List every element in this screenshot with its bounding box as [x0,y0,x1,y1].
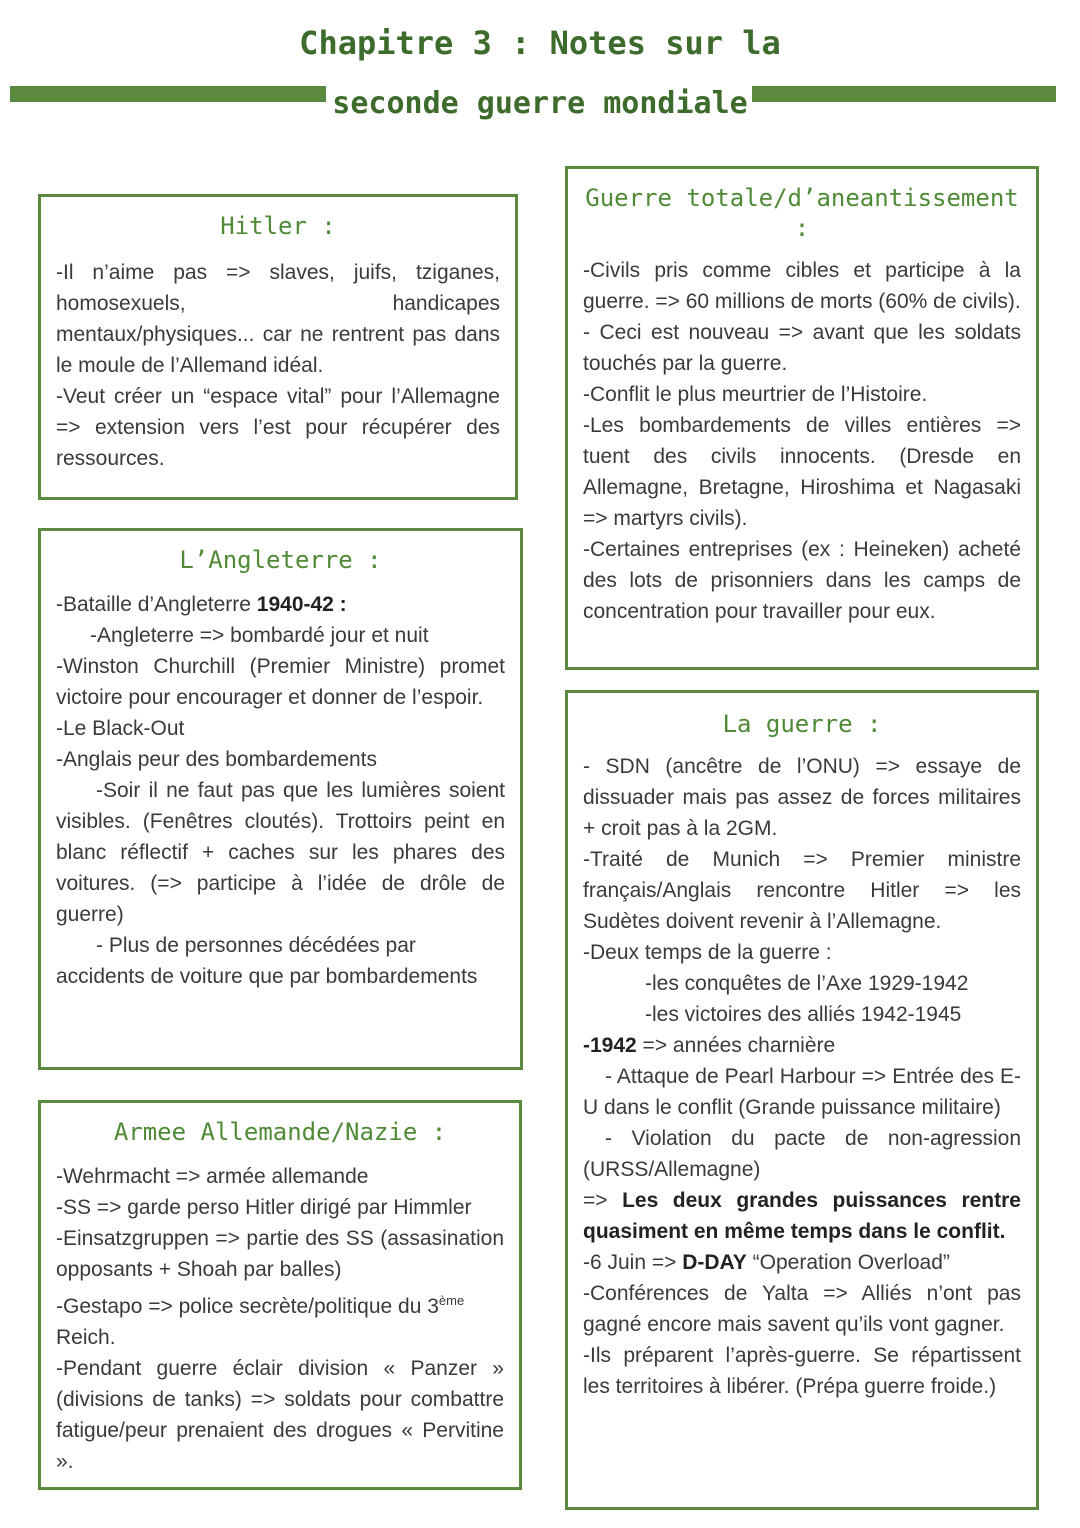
la-guerre-note-1: - SDN (ancêtre de l’ONU) => essaye de dissuader mais pas assez de forces militaires + croit pas à la 2GM. [583,755,1021,840]
la-guerre-note-6-text: => années charnière [636,1034,836,1057]
guerre-totale-note-1: -Civils pris comme cibles et participe à la guerre. => 60 millions de morts (60% de civils). [583,259,1021,313]
armee-note-2: -SS => garde perso Hitler dirigé par Himmler [56,1196,472,1219]
la-guerre-note-10-bold: D-DAY [682,1251,747,1274]
armee-section [38,1100,522,1490]
guerre-totale-note-2: - Ceci est nouveau => avant que les soldats touchés par la guerre. [583,321,1021,375]
title-bar-right [752,86,1056,102]
angleterre-note-5: -Anglais peur des bombardements [56,748,378,771]
la-guerre-section [565,690,1039,1510]
hitler-section [38,194,518,500]
la-guerre-note-8: - Violation du pacte de non-agression (URSS/Allemagne) [583,1127,1021,1181]
la-guerre-note-9-prefix: => [583,1189,623,1212]
guerre-totale-note-3: -Conflit le plus meurtrier de l’Histoire. [583,383,928,406]
la-guerre-note-12: -Ils préparent l’après-guerre. Se répartissent les territoires à libérer. (Prépa guerre froide.) [583,1344,1021,1398]
armee-note-3: -Einsatzgruppen => partie des SS (assasination opposants + Shoah par balles) [56,1227,504,1281]
angleterre-note-1-text: -Bataille d’Angleterre [56,593,257,616]
guerre-totale-note-5: -Certaines entreprises (ex : Heineken) acheté des lots de prisonniers dans les camps de concentration pour travailler pour eux. [583,538,1021,623]
la-guerre-note-3: -Deux temps de la guerre : [583,941,832,964]
armee-heading: Armee Allemande/Nazie : [113,1118,447,1146]
page-title-line-1: Chapitre 3 : Notes sur la [299,24,781,62]
la-guerre-note-10 [583,1247,1021,1278]
la-guerre-note-6-bold: -1942 [583,1034,637,1057]
angleterre-section [38,528,523,1070]
la-guerre-note-11: -Conférences de Yalta => Alliés n’ont pas gagné encore mais savent qu’ils vont gagner. [583,1282,1021,1336]
guerre-totale-note-4: -Les bombardements de villes entières => tuent des civils innocents. (Dresde en Allemagne, Bretagne, Hiroshima et Nagasaki => martyrs civils). [583,414,1021,530]
armee-note-1: -Wehrmacht => armée allemande [56,1165,369,1188]
la-guerre-note-10-text: “Operation Overload” [746,1251,950,1274]
angleterre-note-3: -Winston Churchill (Premier Ministre) promet victoire pour encourager et donner de l’espoir. [56,655,505,709]
hitler-note-2: -Veut créer un “espace vital” pour l’Allemagne => extension vers l’est pour récupérer des ressources. [56,385,500,470]
angleterre-note-4: -Le Black-Out [56,717,185,740]
hitler-heading: Hitler : [220,212,336,240]
la-guerre-note-10-prefix: -6 Juin => [583,1251,683,1274]
la-guerre-note-7: - Attaque de Pearl Harbour => Entrée des E-U dans le conflit (Grande puissance militaire) [583,1065,1021,1119]
angleterre-note-1 [56,589,505,620]
la-guerre-note-6 [583,1030,1021,1061]
angleterre-heading: L’Angleterre : [179,546,382,574]
armee-note-4-sup: ème [438,1293,465,1308]
armee-note-4 [56,1285,504,1353]
la-guerre-note-9-bold: Les deux grandes puissances rentre quasiment en même temps dans le conflit. [583,1189,1021,1243]
angleterre-note-1-bold: 1940-42 : [256,593,347,616]
angleterre-note-6: -Soir il ne faut pas que les lumières soient visibles. (Fenêtres cloutés). Trottoirs peint en blanc réflectif + caches sur les phares des voitures. (=> participe à l’idée de drôle de guerre) [56,779,505,926]
page-title-line-2: seconde guerre mondiale [332,86,748,121]
angleterre-note-7: - Plus de personnes décédées par accidents de voiture que par bombardements [56,934,478,988]
armee-note-4-end: Reich. [56,1326,116,1349]
angleterre-note-2: -Angleterre => bombardé jour et nuit [90,624,429,647]
guerre-totale-section [565,166,1039,670]
guerre-totale-heading: Guerre totale/d’aneantissement : [585,184,1019,242]
la-guerre-note-2: -Traité de Munich => Premier ministre français/Anglais rencontre Hitler => les Sudètes doivent revenir à l’Allemagne. [583,848,1021,933]
hitler-note-1: -Il n’aime pas => slaves, juifs, tziganes, homosexuels, handicapes mentaux/physiques... car ne rentrent pas dans le moule de l’Allemand idéal. [56,261,500,377]
la-guerre-note-4: -les conquêtes de l’Axe 1929-1942 [645,972,969,995]
armee-note-4-text: -Gestapo => police secrète/politique du 3 [56,1295,439,1318]
la-guerre-note-5: -les victoires des alliés 1942-1945 [645,1003,962,1026]
armee-note-5: -Pendant guerre éclair division « Panzer » (divisions de tanks) => soldats pour combattre fatigue/peur prenaient des drogues « Pervitine ». [56,1357,504,1473]
title-bar-left [10,86,326,102]
la-guerre-heading: La guerre : [722,710,882,738]
la-guerre-note-9 [583,1185,1021,1247]
